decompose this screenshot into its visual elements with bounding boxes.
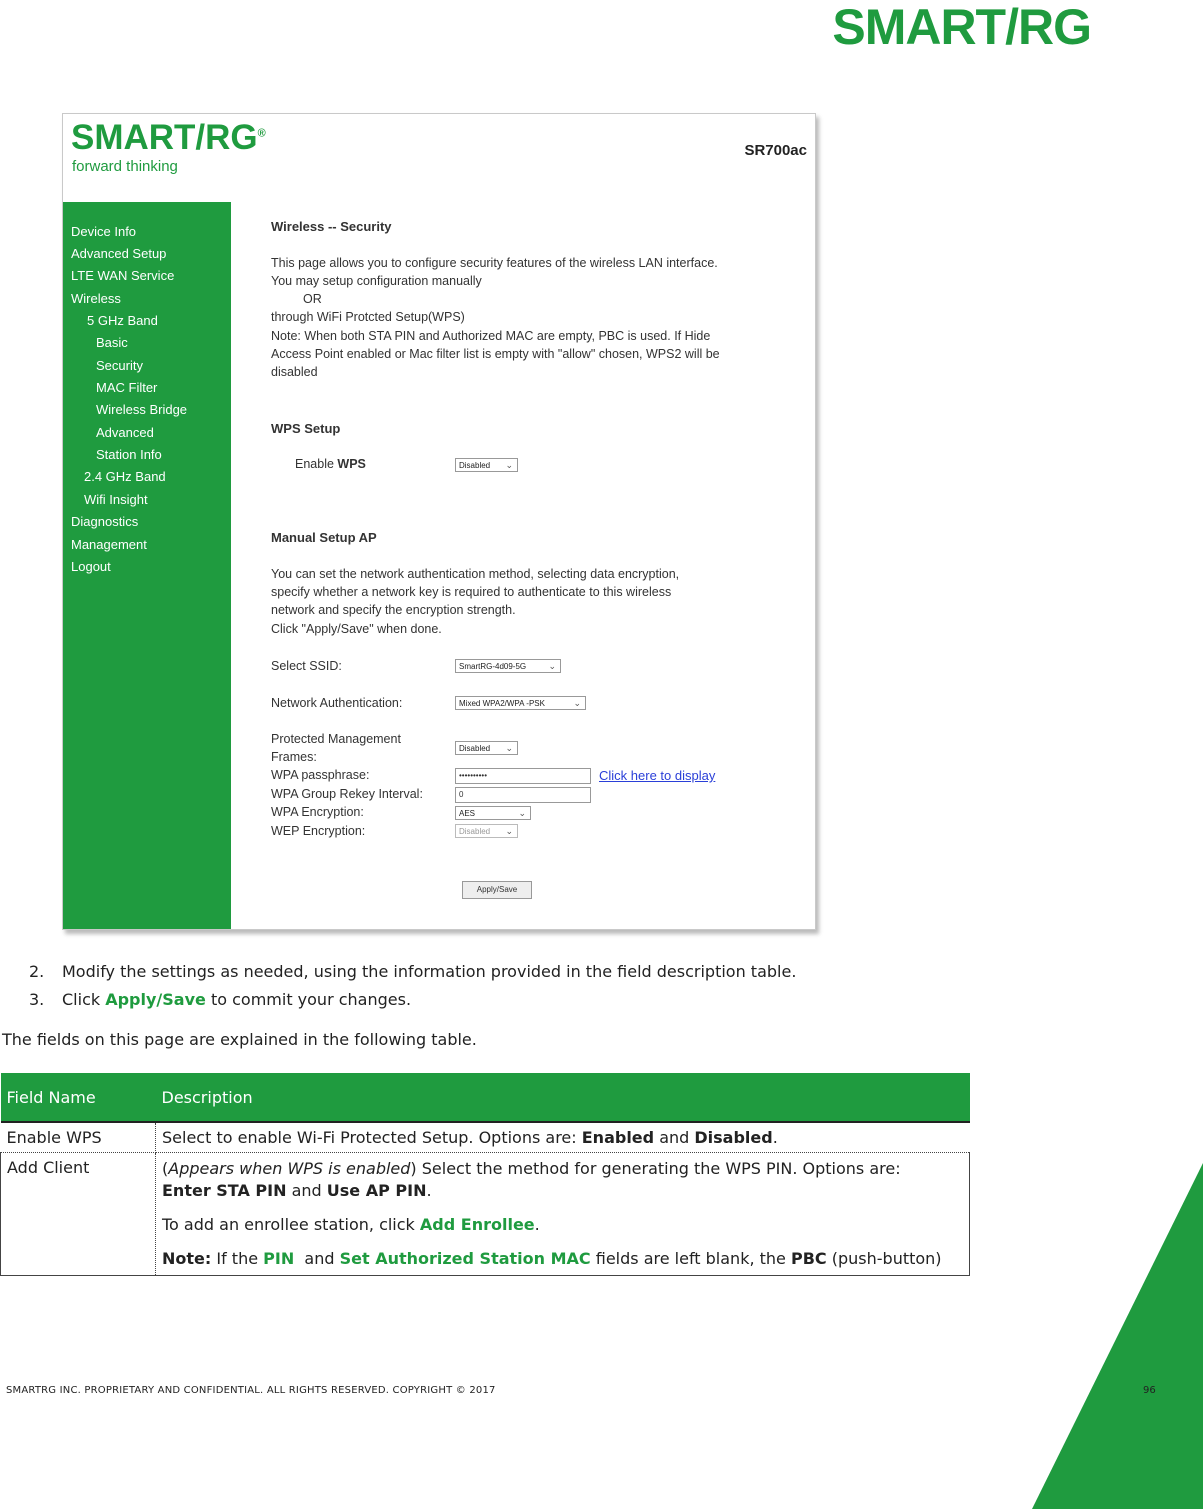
nav-2-4ghz-band[interactable]: 2.4 GHz Band	[84, 469, 166, 484]
intro-line: through WiFi Protcted Setup(WPS)	[271, 310, 465, 324]
nav-5ghz-band[interactable]: 5 GHz Band	[87, 313, 158, 328]
nav-mac-filter[interactable]: MAC Filter	[96, 380, 158, 395]
header-description: Description	[156, 1073, 970, 1122]
field-table	[0, 1073, 970, 1276]
nav-station-info[interactable]: Station Info	[96, 447, 162, 462]
brand-logo: SMART/RG	[832, 0, 1091, 55]
field-description: Select to enable Wi-Fi Protected Setup. Options are: Enabled and Disabled.	[156, 1122, 970, 1153]
enable-wps-select[interactable]: Disabled ⌄	[455, 458, 518, 472]
nav-management[interactable]: Management	[71, 537, 147, 552]
network-auth-label: Network Authentication:	[271, 696, 403, 710]
wps-setup-heading: WPS Setup	[271, 421, 341, 436]
table-intro: The fields on this page are explained in the following table.	[2, 1030, 477, 1049]
nav-wireless[interactable]: Wireless	[71, 291, 121, 306]
router-tagline: forward thinking	[72, 158, 178, 175]
apply-save-button[interactable]: Apply/Save	[462, 881, 532, 899]
step-item: 2. Modify the settings as needed, using the information provided in the field description table.	[29, 962, 797, 981]
manual-setup-heading: Manual Setup AP	[271, 530, 377, 545]
chevron-down-icon: ⌄	[548, 661, 556, 671]
nav-device-info[interactable]: Device Info	[71, 224, 137, 239]
apply-save-ref: Apply/Save	[105, 990, 206, 1009]
table-row	[1, 1122, 970, 1153]
wep-encryption-select[interactable]: Disabled ⌄	[455, 824, 518, 838]
nav-wireless-bridge[interactable]: Wireless Bridge	[96, 402, 188, 417]
step-item: 3. Click Apply/Save to commit your changes.	[29, 990, 412, 1009]
select-ssid-label: Select SSID:	[271, 659, 342, 673]
nav-lte-wan-service[interactable]: LTE WAN Service	[71, 268, 175, 283]
field-description: (Appears when WPS is enabled) Select the method for generating the WPS PIN. Options are: Enter STA PIN and Use AP PIN. To add an enrollee station, click Add Enrollee. Note: If the PIN and Set Authorized Station MAC fields are left blank, the PBC (push-button)	[156, 1153, 970, 1276]
router-screenshot	[62, 113, 816, 930]
field-name: Enable WPS	[1, 1122, 156, 1153]
router-model: SR700ac	[744, 142, 807, 159]
nav-advanced[interactable]: Advanced	[96, 425, 154, 440]
wpa-encryption-label: WPA Encryption:	[271, 805, 364, 819]
chevron-down-icon: ⌄	[573, 698, 581, 708]
router-logo: SMART/RG®	[71, 118, 266, 157]
wpa-passphrase-label: WPA passphrase:	[271, 768, 370, 782]
nav-diagnostics[interactable]: Diagnostics	[71, 514, 139, 529]
page-number: 96	[1143, 1385, 1156, 1396]
pmf-label: Protected Management	[271, 732, 401, 746]
router-content	[271, 114, 811, 929]
wep-encryption-label: WEP Encryption:	[271, 824, 366, 838]
chevron-down-icon: ⌄	[505, 743, 513, 753]
table-row	[1, 1153, 970, 1276]
intro-line: OR	[303, 292, 322, 306]
nav-logout[interactable]: Logout	[71, 559, 111, 574]
chevron-down-icon: ⌄	[518, 808, 526, 818]
intro-line: Access Point enabled or Mac filter list is empty with "allow" chosen, WPS2 will be	[271, 347, 720, 361]
steps-list	[29, 958, 796, 1014]
intro-line: This page allows you to configure security features of the wireless LAN interface.	[271, 256, 718, 270]
manual-text-line: Click "Apply/Save" when done.	[271, 622, 442, 636]
wpa-passphrase-input[interactable]: ••••••••••	[455, 768, 591, 784]
rekey-label: WPA Group Rekey Interval:	[271, 787, 423, 801]
select-ssid-select[interactable]: SmartRG-4d09-5G ⌄	[455, 659, 561, 673]
field-name: Add Client	[1, 1153, 156, 1276]
intro-line: disabled	[271, 365, 318, 379]
chevron-down-icon: ⌄	[505, 826, 513, 836]
wpa-encryption-select[interactable]: AES ⌄	[455, 806, 531, 820]
manual-text-line: network and specify the encryption strength.	[271, 603, 516, 617]
manual-text-line: specify whether a network key is required to authenticate to this wireless	[271, 585, 672, 599]
manual-text-line: You can set the network authentication method, selecting data encryption,	[271, 567, 680, 581]
chevron-down-icon: ⌄	[505, 460, 513, 470]
show-passphrase-link[interactable]: Click here to display	[599, 768, 716, 783]
nav-advanced-setup[interactable]: Advanced Setup	[71, 246, 167, 261]
header-field-name: Field Name	[1, 1073, 156, 1122]
nav-basic[interactable]: Basic	[96, 335, 128, 350]
intro-line: Note: When both STA PIN and Authorized MAC are empty, PBC is used. If Hide	[271, 329, 711, 343]
network-auth-select[interactable]: Mixed WPA2/WPA -PSK ⌄	[455, 696, 586, 710]
nav-security[interactable]: Security	[96, 358, 143, 373]
intro-line: You may setup configuration manually	[271, 274, 482, 288]
page-title: Wireless -- Security	[271, 219, 392, 234]
router-sidebar	[63, 202, 231, 929]
pmf-select[interactable]: Disabled ⌄	[455, 741, 518, 755]
footer-copyright: SMARTRG INC. PROPRIETARY AND CONFIDENTIAL. ALL RIGHTS RESERVED. COPYRIGHT © 2017	[6, 1385, 496, 1396]
pmf-label-line2: Frames:	[271, 750, 317, 764]
rekey-interval-input[interactable]: 0	[455, 787, 591, 803]
enable-wps-label: Enable WPS	[295, 457, 366, 471]
add-enrollee-ref: Add Enrollee	[419, 1215, 535, 1234]
nav-wifi-insight[interactable]: Wifi Insight	[84, 492, 148, 507]
